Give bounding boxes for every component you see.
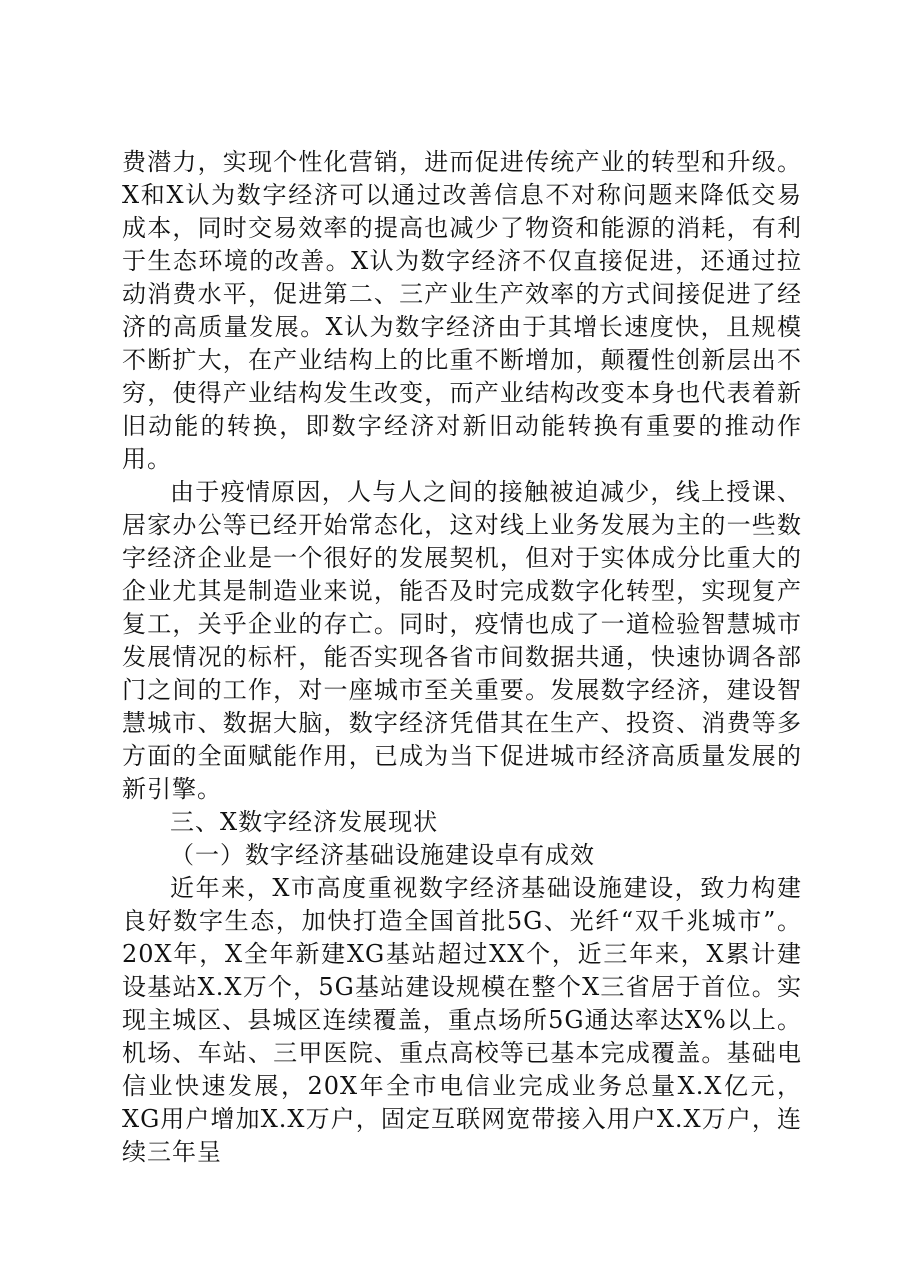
section-heading-3: 三、X数字经济发展现状 (170, 808, 439, 836)
paragraph-pandemic-impact: 由于疫情原因，人与人之间的接触被迫减少，线上授课、居家办公等已经开始常态化，这对线上业务发展为主的一些数字经济企业是一个很好的发展契机，但对于实体成分比重大的企业尤其是制造业来说，能否及时完成数字化转型，实现复产复工，关乎企业的存亡。同时，疫情也成了一道检验智慧城市发展情况的标杆，能否实现各省市间数据共通，快速协调各部门之间的工作，对一座城市至关重要。发展数字经济，建设智慧城市、数据大脑，数字经济凭借其在生产、投资、消费等多方面的全面赋能作用，已成为当下促进城市经济高质量发展的新引擎。 (122, 478, 802, 803)
document-body (122, 146, 802, 1169)
paragraph-infrastructure: 近年来，X市高度重视数字经济基础设施建设，致力构建良好数字生态，加快打造全国首批5G、光纤“双千兆城市”。20X年，X全年新建XG基站超过XX个，近三年来，X累计建设基站X.X万个，5G基站建设规模在整个X三省居于首位。实现主城区、县城区连续覆盖，重点场所5G通达率达X%以上。机场、车站、三甲医院、重点高校等已基本完成覆盖。基础电信业快速发展，20X年全市电信业完成业务总量X.X亿元，XG用户增加X.X万户，固定互联网宽带接入用户X.X万户，连续三年呈 (122, 874, 802, 1166)
paragraph-continuation: 费潜力，实现个性化营销，进而促进传统产业的转型和升级。X和X认为数字经济可以通过改善信息不对称问题来降低交易成本，同时交易效率的提高也减少了物资和能源的消耗，有利于生态环境的改善。X认为数字经济不仅直接促进，还通过拉动消费水平，促进第二、三产业生产效率的方式间接促进了经济的高质量发展。X认为数字经济由于其增长速度快，且规模不断扩大，在产业结构上的比重不断增加，颠覆性创新层出不穷，使得产业结构发生改变，而产业结构改变本身也代表着新旧动能的转换，即数字经济对新旧动能转换有重要的推动作用。 (122, 148, 802, 473)
subsection-heading-3-1: （一）数字经济基础设施建设卓有成效 (170, 841, 595, 869)
